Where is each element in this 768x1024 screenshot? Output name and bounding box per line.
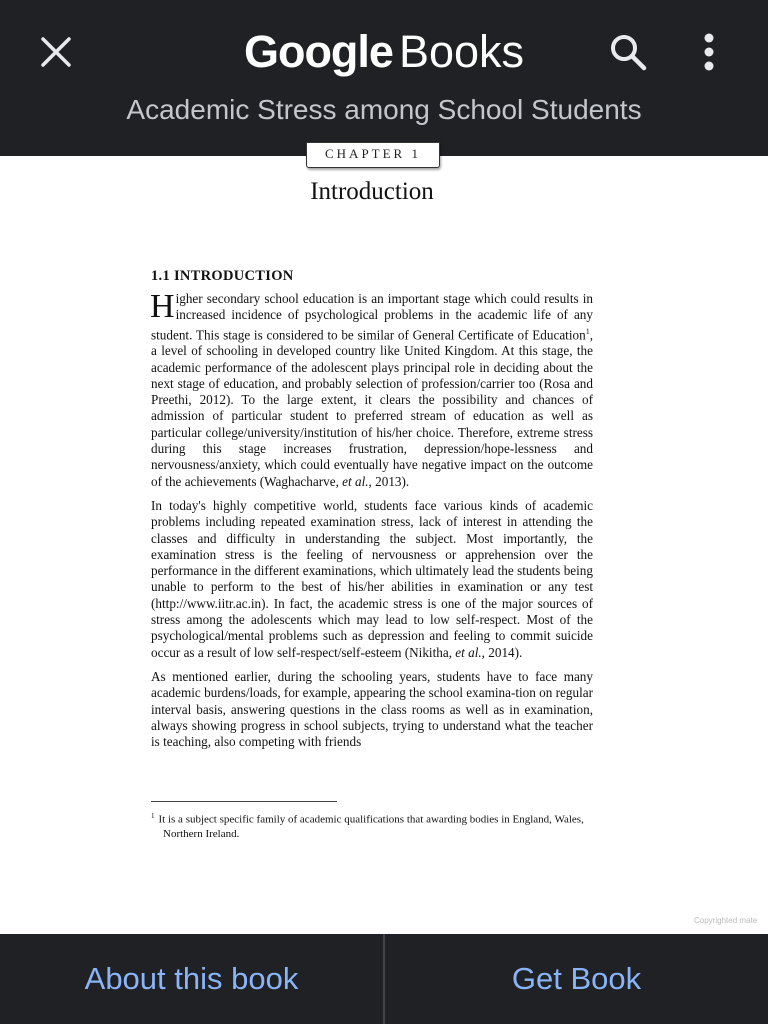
logo-google-text: Google xyxy=(243,26,393,77)
drop-cap: H xyxy=(150,288,175,325)
book-title: Academic Stress among School Students xyxy=(126,94,642,125)
chapter-title: Introduction xyxy=(310,178,434,205)
paragraph-2-text-a: In today's highly competitive world, students face various kinds of academic problems including repeated examination stress, lack of interest in attending the classes and difficulty in understanding the subject. Most importantly, the examination stress is the feeling of nervousness or apprehension over the performance in the different examinations, which ultimately lead the students being unable to perform to the best of his/her abilities in examination or any test (http://www.iitr.ac.in). In fact, the academic stress is one of the major sources of stress among the adolescents which may lead to low self-respect. Most of the psychological/mental problems such as depression and feeling to commit suicide occur as a result of low self-respect/self-esteem (Nikitha, xyxy=(151,497,593,660)
copyright-watermark: Copyrighted mate xyxy=(694,916,758,925)
footnote xyxy=(151,809,593,841)
section-heading: 1.1 INTRODUCTION xyxy=(151,268,294,284)
footnote-divider xyxy=(151,801,337,802)
search-icon xyxy=(608,32,648,72)
book-page[interactable] xyxy=(0,146,768,934)
footnote-reference: 1 xyxy=(585,326,590,336)
paragraph-1 xyxy=(150,288,593,490)
footnote-number: 1 xyxy=(151,812,155,820)
search-button[interactable] xyxy=(602,26,654,78)
more-vert-icon xyxy=(702,32,716,72)
app-header xyxy=(0,0,768,156)
paragraph-1-text-c: , 2013). xyxy=(368,473,410,489)
logo-books-text: Books xyxy=(398,26,525,77)
footnote-text: It is a subject specific family of academic qualifications that awarding bodies in England, Wales, Northern Ireland. xyxy=(158,813,584,840)
paragraph-3: As mentioned earlier, during the schooling years, students have to face many academic burdens/loads, for example, appearing the school examina-tion on regular interval basis, answering questions in the class rooms as well as in examination, always showing progress in school subjects, trying to understand what the teacher is teaching, also competing with friends xyxy=(151,668,593,750)
chapter-label xyxy=(306,142,440,168)
about-this-book-button[interactable]: About this book xyxy=(84,961,299,996)
page-body xyxy=(151,268,593,758)
get-book-button[interactable]: Get Book xyxy=(511,961,642,996)
bottom-action-bar xyxy=(0,934,768,1024)
paragraph-1-etal: et al. xyxy=(342,473,369,489)
paragraph-1-text-a: igher secondary school education is an important stage which could results in increased incidence of psychological problems in the academic life of any student. This stage is considered to be similar of General Certificate of Education xyxy=(151,291,593,342)
paragraph-2-text-b: , 2014). xyxy=(481,644,523,660)
paragraph-2 xyxy=(151,498,593,661)
chapter-label-text: CHAPTER 1 xyxy=(325,146,421,161)
paragraph-2-etal: et al. xyxy=(455,644,482,660)
paragraph-1-text-b: , a level of schooling in developed country like United Kingdom. At this stage, the academic performance of the adolescent plays principal role in deciding about the next stage of education, and probably selection of profession/carrier too (Rosa and Preethi, 2012). To the large extent, it clears the possibility and chances of admission of particular student to preferred stream of education as well as particular college/university/institution of his/her choice. Therefore, extreme stress during this stage increases frustration, depression/hope-lessness and nervousness/anxiety, which could eventually have negative impact on the outcome of the achievements (Waghacharve, xyxy=(151,326,593,489)
more-options-button[interactable] xyxy=(688,26,730,78)
